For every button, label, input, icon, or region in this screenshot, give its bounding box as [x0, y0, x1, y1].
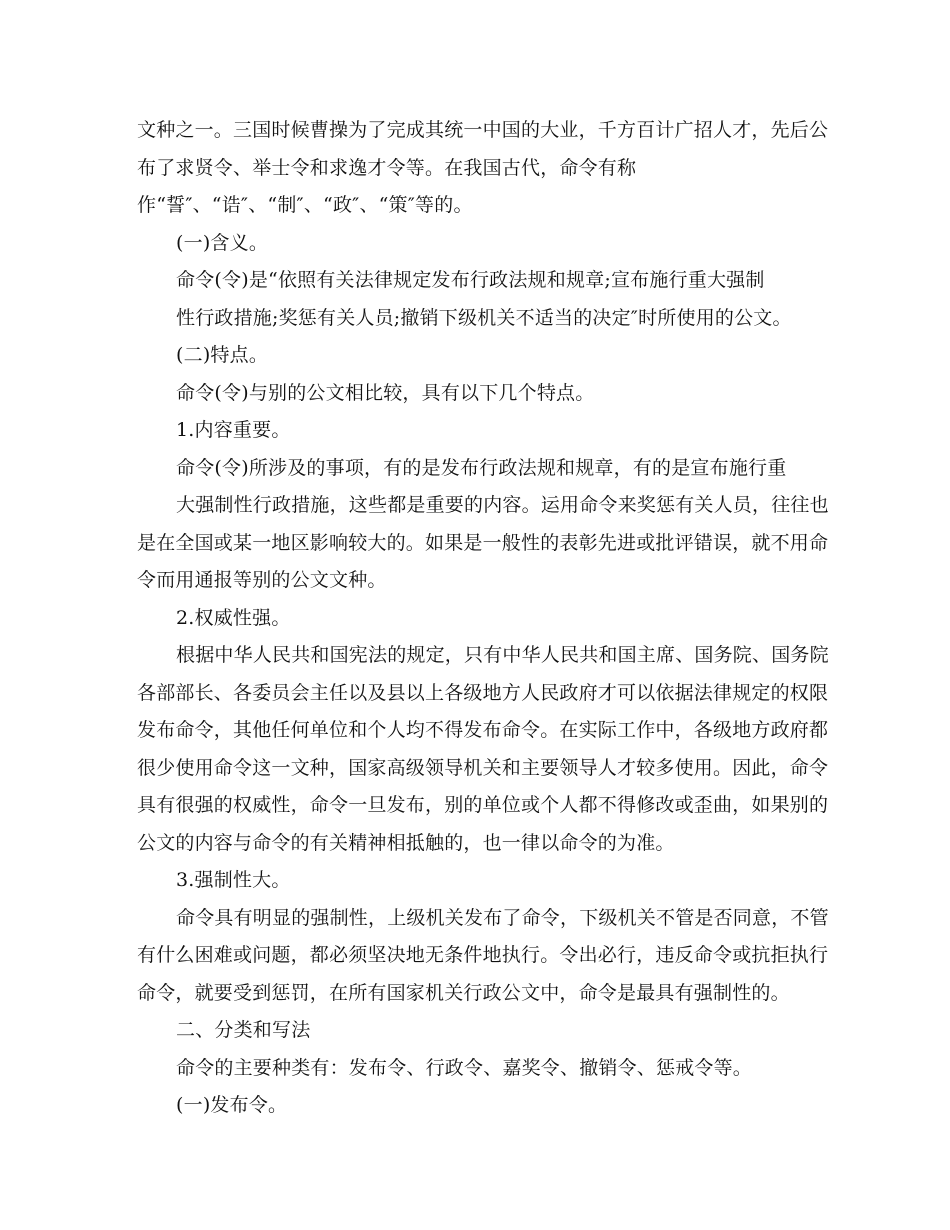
text-line: 大强制性行政措施，这些都是重要的内容。运用命令来奖惩有关人员，往往也 [176, 494, 829, 516]
section-heading: (二)特点。 [176, 344, 269, 366]
section-heading: 3.强制性大。 [176, 869, 291, 891]
text-line: 性行政措施;奖惩有关人员;撤销下级机关不适当的决定″时所使用的公文。 [176, 307, 792, 329]
text-line: 命令具有明显的强制性，上级机关发布了命令，下级机关不管是否同意，不管 [176, 907, 829, 929]
section-heading: (一)含义。 [176, 232, 269, 254]
text-line: 是在全国或某一地区影响较大的。如果是一般性的表彰先进或批评错误，就不用命 [137, 532, 829, 554]
text-line: 作“誓″、“诰″、“制″、“政″、“策″等的。 [137, 194, 473, 216]
section-heading: 1.内容重要。 [176, 419, 291, 441]
text-line: 发布命令，其他任何单位和个人均不得发布命令。在实际工作中，各级地方政府都 [137, 719, 829, 741]
text-line: 布了求贤令、举士令和求逸才令等。在我国古代，命令有称 [137, 157, 637, 179]
text-line: 令而用通报等别的公文文种。 [137, 569, 387, 591]
text-line: 有什么困难或问题，都必须坚决地无条件地执行。令出必行，违反命令或抗拒执行 [137, 944, 829, 966]
text-line: 公文的内容与命令的有关精神相抵触的，也一律以命令的为准。 [137, 832, 675, 854]
text-line: 命令的主要种类有：发布令、行政令、嘉奖令、撤销令、惩戒令等。 [176, 1057, 753, 1079]
section-heading: 二、分类和写法 [176, 1019, 311, 1041]
text-line: 很少使用命令这一文种，国家高级领导机关和主要领导人才较多使用。因此，命令 [137, 757, 829, 779]
text-line: 文种之一。三国时候曹操为了完成其统一中国的大业，千方百计广招人才，先后公 [137, 119, 829, 141]
text-line: 命令(令)与别的公文相比较，具有以下几个特点。 [176, 382, 595, 404]
section-heading: 2.权威性强。 [176, 607, 291, 629]
text-line: 根据中华人民共和国宪法的规定，只有中华人民共和国主席、国务院、国务院 [176, 644, 829, 666]
text-line: 命令(令)所涉及的事项，有的是发布行政法规和规章，有的是宣布施行重 [176, 457, 787, 479]
text-line: 命令(令)是“依照有关法律规定发布行政法规和规章;宣布施行重大强制 [176, 269, 765, 291]
text-line: 各部部长、各委员会主任以及县以上各级地方人民政府才可以依据法律规定的权限 [137, 682, 829, 704]
text-line: 命令，就要受到惩罚，在所有国家机关行政公文中，命令是最具有强制性的。 [137, 982, 790, 1004]
section-heading: (一)发布令。 [176, 1094, 288, 1116]
text-line: 具有很强的权威性，命令一旦发布，别的单位或个人都不得修改或歪曲，如果别的 [137, 794, 829, 816]
